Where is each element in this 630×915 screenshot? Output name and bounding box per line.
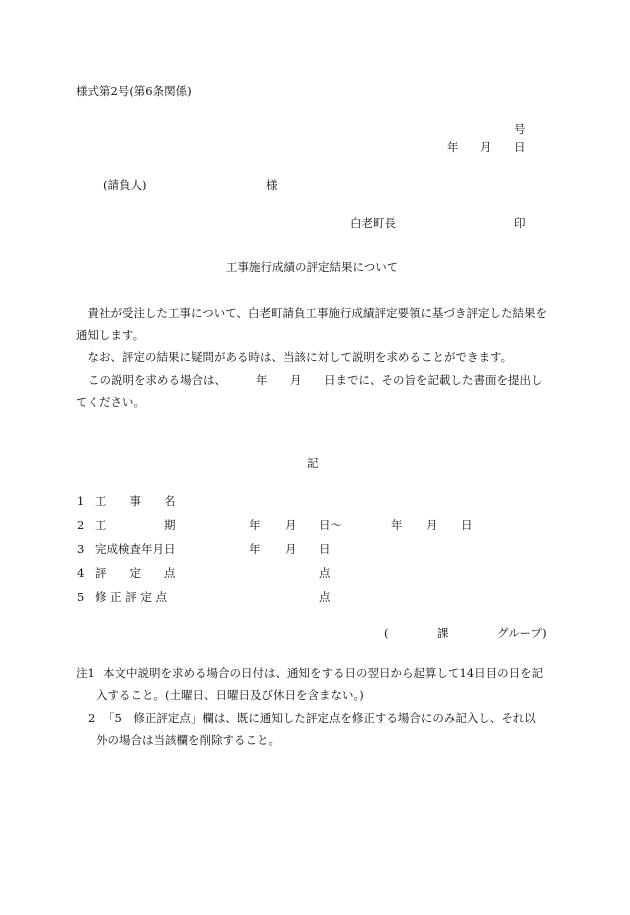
period-from-day: 日〜	[319, 518, 342, 532]
form-label: 様式第2号(第6条関係)	[76, 84, 192, 98]
inspection-month: 月	[285, 542, 297, 556]
ki-heading: 記	[307, 456, 319, 470]
note-2-line-2: 外の場合は当該欄を削除すること。	[96, 733, 280, 747]
score-unit: 点	[319, 566, 331, 580]
note-2-label: 2	[88, 711, 96, 725]
inspection-year: 年	[249, 542, 261, 556]
item-number: 1	[77, 494, 85, 508]
note-1-line-1: 本文中説明を求める場合の日付は、通知をする日の翌日から起算して14日目の日を記	[103, 666, 544, 680]
document-number-label: 号	[514, 122, 526, 136]
body-paragraph-2: なお、評定の結果に疑問がある時は、当該に対して説明を求めることができます。	[87, 350, 513, 364]
document-title: 工事施行成績の評定結果について	[226, 260, 399, 274]
body-paragraph-1: 貴社が受注した工事について、白老町請負工事施行成績評定要領に基づき評定した結果を通知します。	[76, 306, 548, 342]
addressee-suffix: 様	[266, 178, 278, 192]
item-label-period: 工 期	[95, 518, 176, 532]
contact-section: 課	[437, 626, 449, 640]
note-1-line-2: 入すること。(土曜日、日曜日及び休日を含まない。)	[96, 688, 364, 702]
addressee-label: (請負人)	[103, 178, 147, 192]
item-label-project-name: 工 事 名	[95, 494, 176, 508]
item-label-score: 評 定 点	[95, 566, 176, 580]
period-to-day: 日	[461, 518, 473, 532]
item-label-revised-score: 修 正 評 定 点	[95, 590, 168, 604]
period-from-month: 月	[285, 518, 297, 532]
seal-mark: 印	[514, 216, 526, 230]
body-paragraph-3-month: 月	[290, 373, 302, 387]
period-to-month: 月	[426, 518, 438, 532]
contact-open-paren: (	[384, 626, 389, 640]
item-number: 3	[77, 542, 85, 556]
issuer-name: 白老町長	[350, 216, 396, 230]
item-number: 4	[77, 566, 85, 580]
period-from-year: 年	[249, 518, 261, 532]
item-number: 2	[77, 518, 85, 532]
inspection-day: 日	[319, 542, 331, 556]
body-paragraph-3-rest: 日までに、その旨を記載した書面を提出し	[324, 373, 543, 387]
note-1-label: 注1	[76, 666, 95, 680]
period-to-year: 年	[391, 518, 403, 532]
date-year-label: 年	[447, 140, 459, 154]
revised-score-unit: 点	[319, 590, 331, 604]
contact-group: グループ)	[497, 626, 547, 640]
item-number: 5	[77, 590, 85, 604]
body-paragraph-3-year: 年	[256, 373, 268, 387]
body-paragraph-3-start: この説明を求める場合は、	[88, 373, 226, 387]
date-month-label: 月	[480, 140, 492, 154]
date-day-label: 日	[514, 140, 526, 154]
body-paragraph-3-end: てください。	[76, 395, 145, 409]
note-2-line-1: 「5 修正評定点」欄は、既に通知した評定点を修正する場合にのみ記入し、それ以	[103, 711, 536, 725]
item-label-inspection-date: 完成検査年月日	[95, 542, 176, 556]
